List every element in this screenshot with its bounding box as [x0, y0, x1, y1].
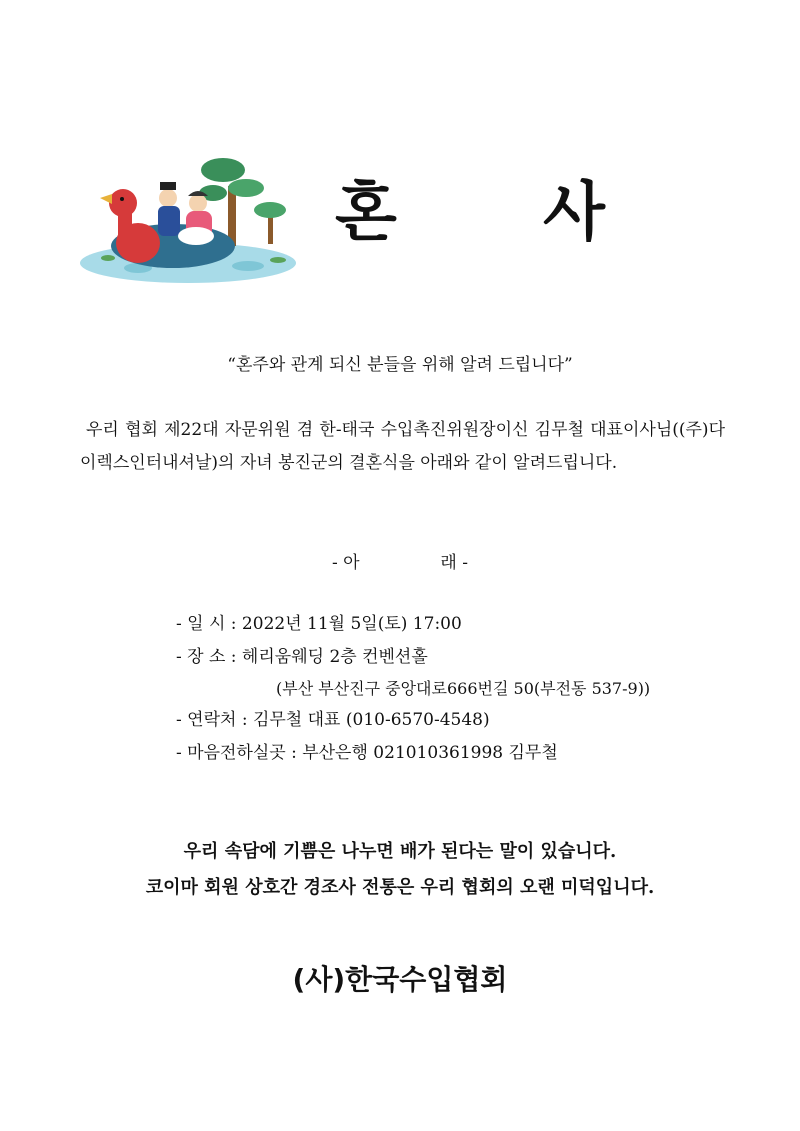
detail-account: - 마음전하실곳 : 부산은행 021010361998 김무철: [176, 743, 558, 763]
note-heading-right: 래 -: [440, 553, 468, 573]
greeting-text: “혼주와 관계 되신 분들을 위해 알려 드립니다”: [227, 355, 573, 375]
note-heading: [0, 548, 800, 573]
detail-address: (부산 부산진구 중앙대로666번길 50(부전동 537-9)): [276, 679, 651, 698]
page-title: 혼 사: [335, 175, 667, 250]
detail-date: - 일 시 : 2022년 11월 5일(토) 17:00: [176, 614, 462, 634]
detail-contact: - 연락처 : 김무철 대표 (010-6570-4548): [176, 710, 490, 730]
closing-line-1: 우리 속담에 기쁨은 나누면 배가 된다는 말이 있습니다.: [183, 841, 617, 862]
closing-line-2: 코이마 회원 상호간 경조사 전통은 우리 협회의 오랜 미덕입니다.: [145, 877, 655, 898]
detail-venue: - 장 소 : 헤리움웨딩 2층 컨벤션홀: [176, 647, 428, 667]
note-heading-left: - 아: [332, 553, 360, 573]
event-details: [176, 608, 650, 770]
wedding-duck-illustration: [78, 148, 313, 288]
announcement-body: 우리 협회 제22대 자문위원 겸 한-태국 수입촉진위원장이신 김무철 대표이사님((주)다이렉스인터내셔날)의 자녀 봉진군의 결혼식을 아래와 같이 알려드립니다.: [80, 420, 725, 473]
organization-name: (사)한국수입협회: [292, 963, 508, 996]
closing-message: [0, 834, 800, 906]
